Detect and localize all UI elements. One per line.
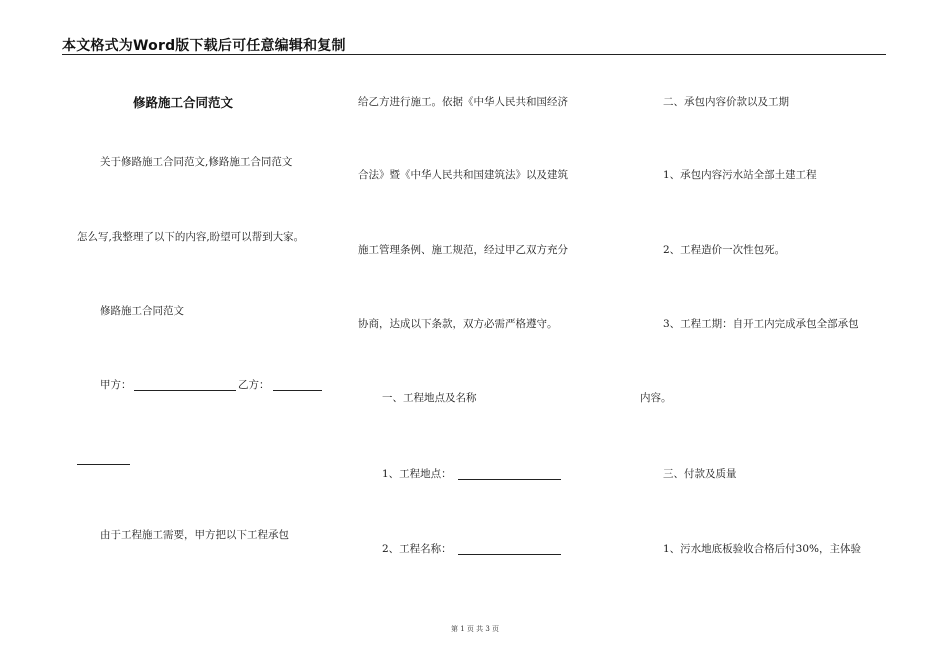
document-header-banner: 本文格式为Word版下载后可任意编辑和复制 bbox=[62, 38, 346, 54]
contract-subtitle: 修路施工合同范文 bbox=[100, 305, 184, 317]
clause-line-2: 给乙方进行施工。依据《中华人民共和国经济 bbox=[358, 96, 568, 108]
intro-line-2: 怎么写,我整理了以下的内容,盼望可以帮到大家。 bbox=[77, 231, 305, 243]
site-location-label: 1、工程地点： bbox=[382, 468, 452, 480]
party-b-blank bbox=[273, 390, 322, 391]
section-2-heading: 二、承包内容价款以及工期 bbox=[663, 96, 789, 108]
clause-line-1: 由于工程施工需要，甲方把以下工程承包 bbox=[100, 529, 289, 541]
page-number: 第 1 页 共 3 页 bbox=[450, 625, 500, 633]
clause-line-3: 合法》暨《中华人民共和国建筑法》以及建筑 bbox=[358, 169, 568, 181]
header-divider bbox=[62, 54, 886, 55]
section-3-heading: 三、付款及质量 bbox=[663, 468, 737, 480]
site-location-blank bbox=[458, 479, 561, 480]
scope-item-3: 3、工程工期：自开工内完成承包全部承包 bbox=[663, 318, 859, 330]
clause-line-4: 施工管理条例、施工规范，经过甲乙双方充分 bbox=[358, 244, 568, 256]
section-1-heading: 一、工程地点及名称 bbox=[382, 392, 477, 404]
payment-item-1: 1、污水地底板验收合格后付30%，主体验 bbox=[663, 543, 862, 555]
party-b-blank-continued bbox=[77, 464, 130, 465]
party-a-blank bbox=[134, 390, 236, 391]
intro-line-1: 关于修路施工合同范文,修路施工合同范文 bbox=[100, 156, 293, 168]
scope-item-1: 1、承包内容污水站全部土建工程 bbox=[663, 169, 817, 181]
party-b-label: 乙方： bbox=[238, 379, 270, 391]
clause-line-5: 协商，达成以下条款，双方必需严格遵守。 bbox=[358, 318, 558, 330]
scope-item-3-continued: 内容。 bbox=[640, 392, 672, 404]
scope-item-2: 2、工程造价一次性包死。 bbox=[663, 244, 786, 256]
project-name-label: 2、工程名称： bbox=[382, 543, 452, 555]
party-a-label: 甲方： bbox=[100, 379, 132, 391]
project-name-blank bbox=[458, 554, 561, 555]
document-title: 修路施工合同范文 bbox=[133, 95, 234, 110]
